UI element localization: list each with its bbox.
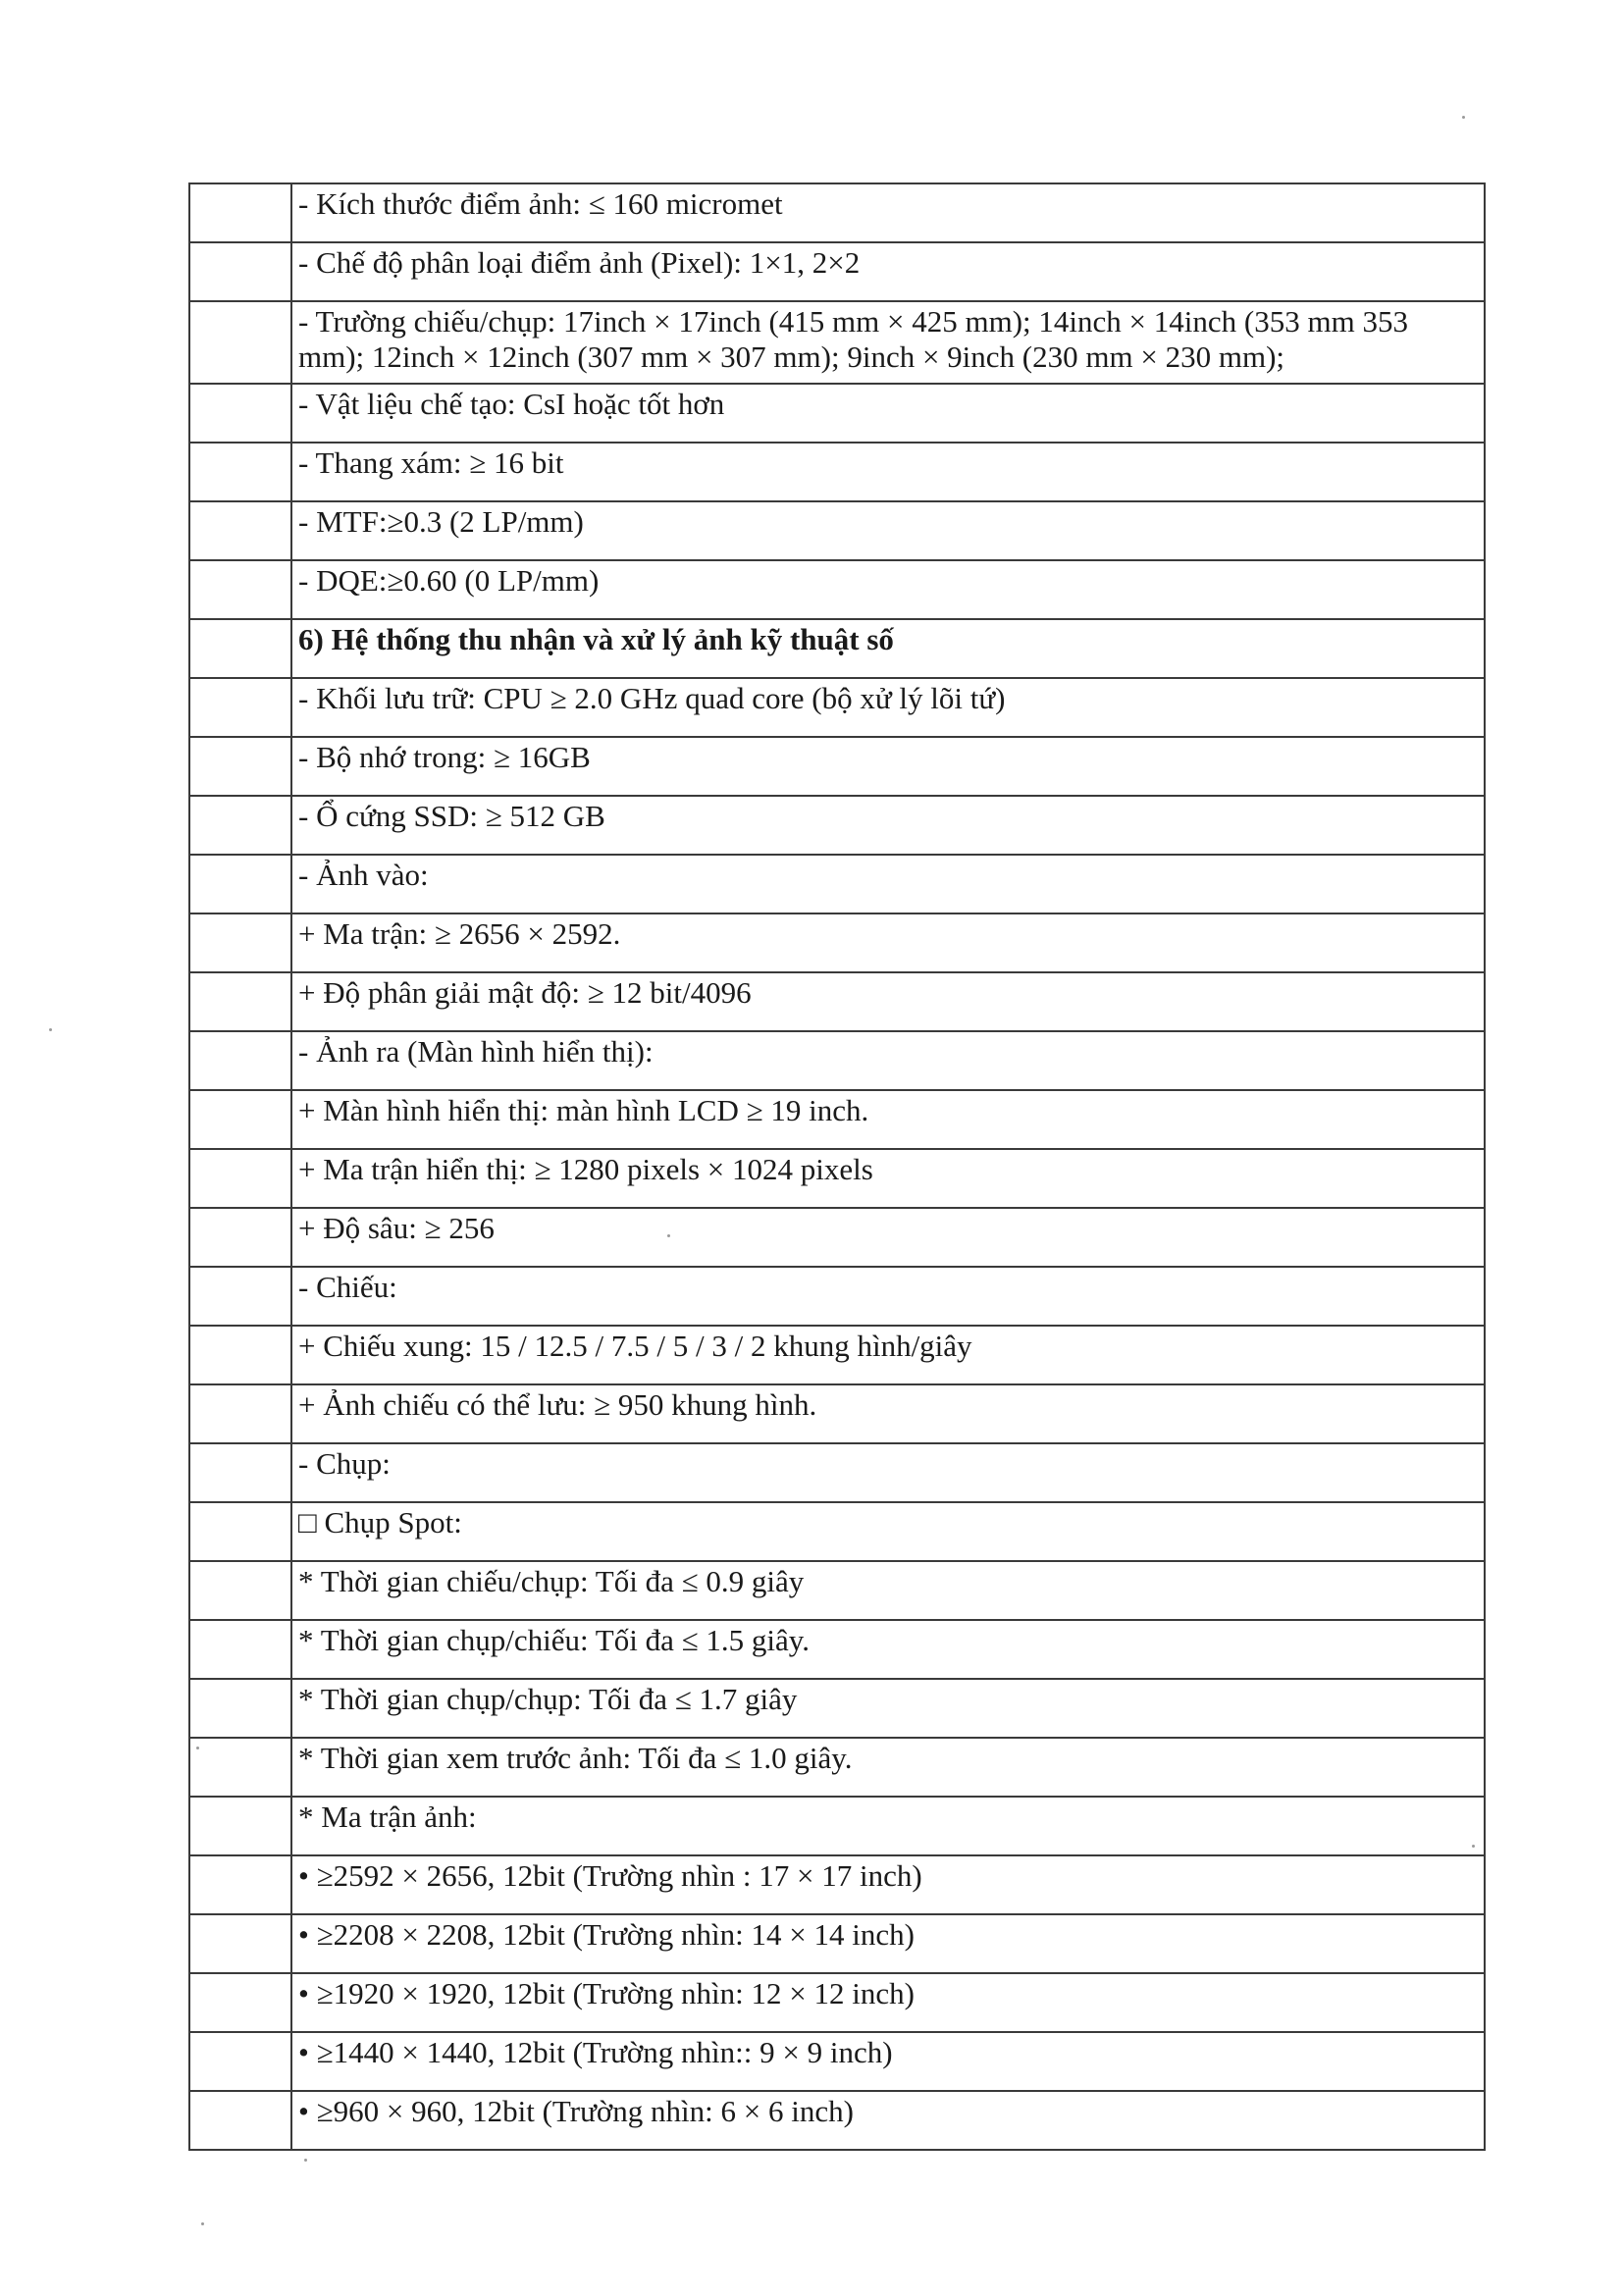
spec-text: - Kích thước điểm ảnh: ≤ 160 micromet [291, 183, 1485, 242]
scan-speck [201, 2222, 204, 2225]
index-cell [189, 1031, 291, 1090]
section-heading-row [189, 619, 1485, 678]
index-cell [189, 1914, 291, 1973]
spec-row [189, 1679, 1485, 1738]
index-cell [189, 1679, 291, 1738]
spec-text: - DQE:≥0.60 (0 LP/mm) [291, 560, 1485, 619]
spec-text: • ≥1920 × 1920, 12bit (Trường nhìn: 12 × 12 inch) [291, 1973, 1485, 2032]
scan-speck [1462, 116, 1465, 119]
spec-row [189, 1855, 1485, 1914]
spec-text: • ≥960 × 960, 12bit (Trường nhìn: 6 × 6 inch) [291, 2091, 1485, 2150]
spec-row [189, 1031, 1485, 1090]
index-cell [189, 737, 291, 796]
spec-row [189, 301, 1485, 384]
specification-table [188, 183, 1486, 2151]
spec-row [189, 2032, 1485, 2091]
spec-row [189, 1797, 1485, 1855]
index-cell [189, 183, 291, 242]
spec-text: * Thời gian chiếu/chụp: Tối đa ≤ 0.9 giây [291, 1561, 1485, 1620]
index-cell [189, 972, 291, 1031]
index-cell [189, 1443, 291, 1502]
index-cell [189, 1090, 291, 1149]
index-cell [189, 796, 291, 855]
scan-speck [304, 2159, 307, 2162]
spec-text: - MTF:≥0.3 (2 LP/mm) [291, 501, 1485, 560]
spec-text: + Ảnh chiếu có thể lưu: ≥ 950 khung hình. [291, 1384, 1485, 1443]
spec-row [189, 796, 1485, 855]
spec-text: - Khối lưu trữ: CPU ≥ 2.0 GHz quad core (bộ xử lý lõi tứ) [291, 678, 1485, 737]
index-cell [189, 1208, 291, 1267]
index-cell [189, 301, 291, 384]
spec-row [189, 443, 1485, 501]
spec-text: + Ma trận: ≥ 2656 × 2592. [291, 913, 1485, 972]
index-cell [189, 2032, 291, 2091]
spec-text: * Thời gian chụp/chiếu: Tối đa ≤ 1.5 giây. [291, 1620, 1485, 1679]
index-cell [189, 1620, 291, 1679]
spec-text: - Thang xám: ≥ 16 bit [291, 443, 1485, 501]
scan-speck [667, 1234, 670, 1237]
spec-row [189, 560, 1485, 619]
spec-text: * Ma trận ảnh: [291, 1797, 1485, 1855]
spec-row [189, 1208, 1485, 1267]
index-cell [189, 1149, 291, 1208]
index-cell [189, 501, 291, 560]
index-cell [189, 913, 291, 972]
spec-text: + Độ sâu: ≥ 256 [291, 1208, 1485, 1267]
spec-row [189, 1738, 1485, 1797]
index-cell [189, 560, 291, 619]
spec-text: - Chiếu: [291, 1267, 1485, 1326]
spec-row [189, 1443, 1485, 1502]
index-cell [189, 1326, 291, 1384]
index-cell [189, 1561, 291, 1620]
spec-text: - Trường chiếu/chụp: 17inch × 17inch (415 mm × 425 mm); 14inch × 14inch (353 mm 353 mm); 12inch × 12inch (307 mm × 307 mm); 9inch × 9inch (230 mm × 230 mm); [291, 301, 1485, 384]
spec-row [189, 384, 1485, 443]
scan-speck [1472, 1845, 1475, 1848]
scan-speck [196, 1747, 199, 1749]
spec-text: + Chiếu xung: 15 / 12.5 / 7.5 / 5 / 3 / 2 khung hình/giây [291, 1326, 1485, 1384]
spec-text: * Thời gian chụp/chụp: Tối đa ≤ 1.7 giây [291, 1679, 1485, 1738]
spec-row [189, 1090, 1485, 1149]
spec-row [189, 737, 1485, 796]
spec-text: - Chế độ phân loại điểm ảnh (Pixel): 1×1, 2×2 [291, 242, 1485, 301]
index-cell [189, 1267, 291, 1326]
spec-row [189, 972, 1485, 1031]
spec-row [189, 242, 1485, 301]
spec-text: * Thời gian xem trước ảnh: Tối đa ≤ 1.0 giây. [291, 1738, 1485, 1797]
index-cell [189, 1502, 291, 1561]
index-cell [189, 678, 291, 737]
spec-text: - Ảnh ra (Màn hình hiển thị): [291, 1031, 1485, 1090]
scan-speck [49, 1028, 52, 1031]
spec-row [189, 855, 1485, 913]
section-heading: 6) Hệ thống thu nhận và xử lý ảnh kỹ thuật số [291, 619, 1485, 678]
spec-row [189, 1384, 1485, 1443]
spec-text: • ≥2592 × 2656, 12bit (Trường nhìn : 17 × 17 inch) [291, 1855, 1485, 1914]
spec-row [189, 913, 1485, 972]
spec-row [189, 1561, 1485, 1620]
index-cell [189, 2091, 291, 2150]
index-cell [189, 1797, 291, 1855]
index-cell [189, 1738, 291, 1797]
spec-row [189, 1326, 1485, 1384]
spec-row [189, 2091, 1485, 2150]
spec-row [189, 1914, 1485, 1973]
specification-table-body [189, 183, 1485, 2150]
spec-row [189, 501, 1485, 560]
index-cell [189, 619, 291, 678]
index-cell [189, 855, 291, 913]
spec-row [189, 1267, 1485, 1326]
spec-text: - Ảnh vào: [291, 855, 1485, 913]
spec-text: - Chụp: [291, 1443, 1485, 1502]
spec-row [189, 1502, 1485, 1561]
spec-text: • ≥2208 × 2208, 12bit (Trường nhìn: 14 × 14 inch) [291, 1914, 1485, 1973]
index-cell [189, 242, 291, 301]
spec-row [189, 1149, 1485, 1208]
spec-row [189, 1620, 1485, 1679]
index-cell [189, 384, 291, 443]
spec-text: - Ổ cứng SSD: ≥ 512 GB [291, 796, 1485, 855]
spec-text: + Độ phân giải mật độ: ≥ 12 bit/4096 [291, 972, 1485, 1031]
spec-row [189, 183, 1485, 242]
index-cell [189, 1855, 291, 1914]
index-cell [189, 1973, 291, 2032]
spec-text: □ Chụp Spot: [291, 1502, 1485, 1561]
index-cell [189, 443, 291, 501]
spec-row [189, 678, 1485, 737]
spec-text: + Ma trận hiển thị: ≥ 1280 pixels × 1024 pixels [291, 1149, 1485, 1208]
spec-text: • ≥1440 × 1440, 12bit (Trường nhìn:: 9 × 9 inch) [291, 2032, 1485, 2091]
spec-row [189, 1973, 1485, 2032]
spec-text: - Vật liệu chế tạo: CsI hoặc tốt hơn [291, 384, 1485, 443]
index-cell [189, 1384, 291, 1443]
spec-text: - Bộ nhớ trong: ≥ 16GB [291, 737, 1485, 796]
spec-text: + Màn hình hiển thị: màn hình LCD ≥ 19 inch. [291, 1090, 1485, 1149]
